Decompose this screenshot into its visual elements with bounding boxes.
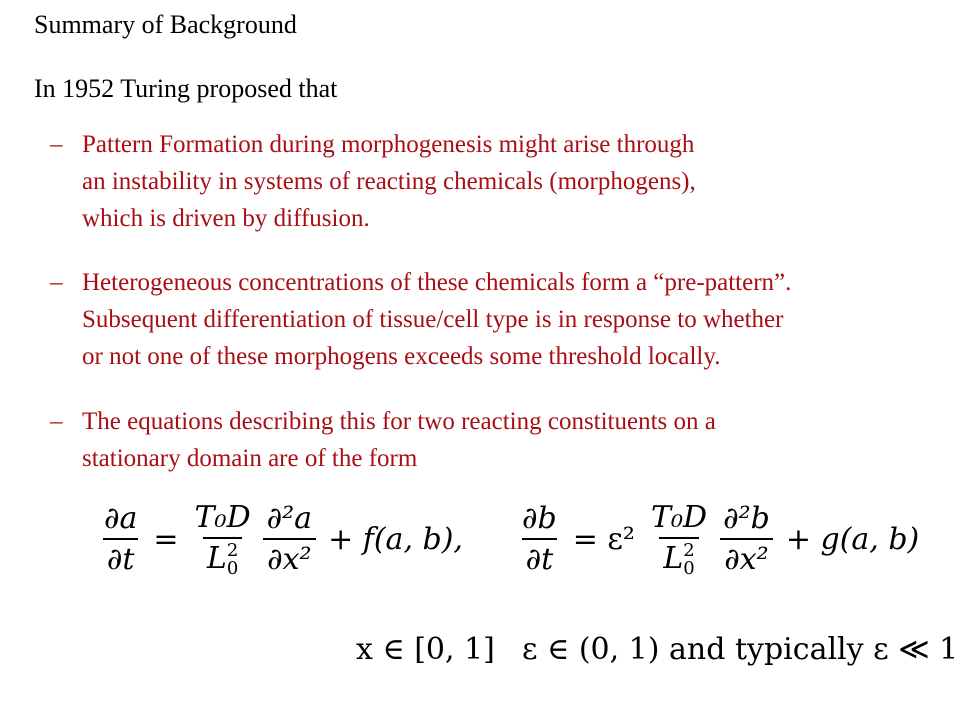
bullet-line: or not one of these morphogens exceeds some threshold locally. [82, 343, 721, 370]
derivative-numerator: ∂²b [723, 501, 770, 536]
denominator-superscript: 2 [226, 540, 239, 561]
denominator-subscript: 0 [683, 558, 695, 579]
coefficient-numerator: T₀D [194, 500, 251, 535]
coefficient-denominator [659, 537, 698, 578]
coefficient-fraction [191, 500, 255, 578]
denominator-subscript: 0 [226, 558, 239, 579]
lhs-denominator: ∂t [103, 538, 139, 577]
reaction-term: + g(a, b) [785, 521, 920, 557]
derivative-numerator: ∂²a [266, 501, 313, 536]
bullet-line: stationary domain are of the form [82, 445, 418, 472]
derivative-fraction [263, 501, 316, 577]
derivative-denominator: ∂x² [263, 538, 315, 577]
reaction-term: + f(a, b), [328, 521, 463, 557]
equals-epsilon: = ε² [572, 521, 635, 557]
bullet-dash: – [50, 131, 63, 158]
intro-text: In 1952 Turing proposed that [34, 74, 338, 103]
lhs-fraction [100, 501, 141, 577]
bullet-line: Pattern Formation during morphogenesis might arise through [82, 131, 695, 158]
bullet-line: which is driven by diffusion. [82, 205, 370, 232]
x-domain-condition: x ∈ [0, 1] [356, 632, 495, 667]
bullet-line: an instability in systems of reacting chemicals (morphogens), [82, 168, 696, 195]
denominator-superscript: 2 [683, 540, 695, 561]
coefficient-fraction [647, 500, 711, 578]
derivative-denominator: ∂x² [720, 538, 772, 577]
coefficient-numerator: T₀D [650, 500, 708, 535]
coefficient-denominator [203, 537, 242, 578]
equation-a [96, 500, 471, 578]
lhs-fraction [518, 501, 561, 577]
lhs-numerator: ∂a [104, 501, 138, 536]
denominator-base: L [663, 541, 684, 576]
equation-b [514, 500, 927, 578]
bullet-dash: – [50, 408, 63, 435]
bullet-dash: – [50, 269, 63, 296]
bullet-line: The equations describing this for two reacting constituents on a [82, 408, 716, 435]
bullet-line: Heterogeneous concentrations of these chemicals form a “pre-pattern”. [82, 269, 792, 296]
lhs-numerator: ∂b [522, 501, 557, 536]
denominator-base: L [206, 541, 227, 576]
derivative-fraction [719, 501, 774, 577]
equals-sign: = [153, 521, 179, 557]
epsilon-condition: ε ∈ (0, 1) and typically ε ≪ 1 [522, 632, 959, 667]
slide-title: Summary of Background [34, 10, 297, 39]
lhs-denominator: ∂t [522, 538, 558, 577]
bullet-line: Subsequent differentiation of tissue/cell type is in response to whether [82, 306, 784, 333]
